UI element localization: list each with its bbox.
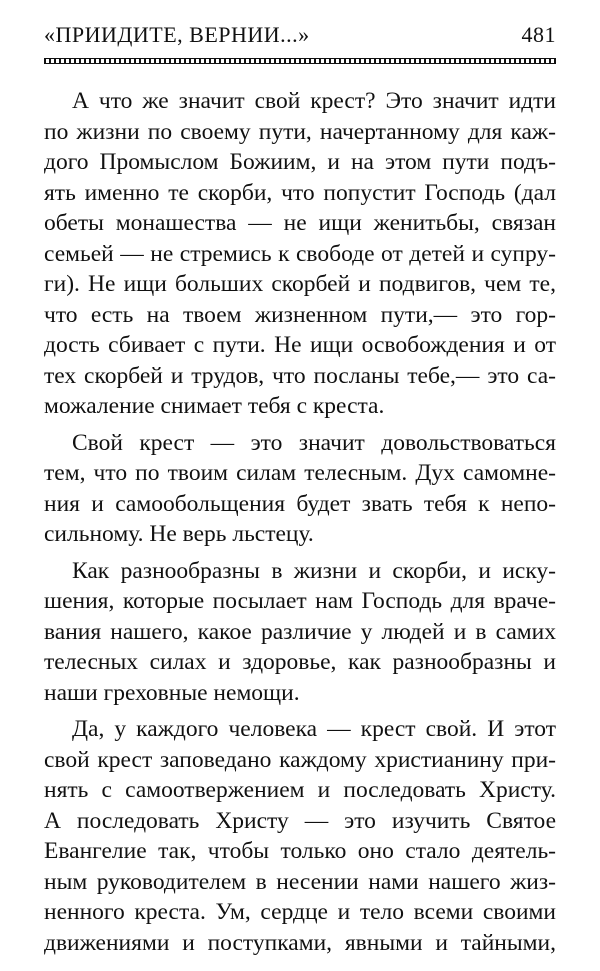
text-line: ным руководителем в несении нами нашего жиз- (44, 868, 556, 895)
text-line: ять именно те скорби, что попустит Господь (дал (44, 179, 556, 206)
paragraph (44, 86, 556, 422)
text-line: шения, которые посылает нам Господь для враче- (44, 588, 556, 614)
text-line: А что же значит свой крест? Это значит идти (72, 88, 556, 114)
text-line: Свой крест — это значит довольствоваться (72, 429, 556, 456)
text-line: дость сбивает с пути. Не ищи освобождения и от (44, 332, 556, 358)
text-line: Как разнообразны в жизни и скорби, и иску- (72, 557, 556, 584)
text-line: тех скорбей и трудов, что посланы тебе,— это са- (44, 362, 556, 389)
text-line: вания нашего, какое различие у людей и в самих (44, 618, 556, 645)
text-line: телесных силах и здоровье, как разнообразны и (44, 649, 556, 675)
text-line: Евангелие так, чтобы только оно стало деятель- (44, 838, 556, 864)
text-line: А последовать Христу — это изучить Святое (44, 807, 556, 834)
text-line: дого Промыслом Божиим, и на этом пути подъ- (44, 149, 556, 175)
header-rule (44, 58, 556, 64)
text-line: обеты монашества — не ищи женитьбы, связан (44, 210, 556, 236)
text-line: тем, что по твоим силам телесным. Дух самомне- (44, 460, 556, 486)
running-title: «ПРИИДИТЕ, ВЕРНИИ...» (44, 22, 310, 47)
text-line: наши греховные немощи. (44, 679, 300, 706)
text-line: что есть на твоем жизненном пути,— это гор- (44, 301, 556, 328)
text-line: свой крест заповедано каждому христианину при- (44, 746, 556, 773)
page-number: 481 (521, 22, 556, 47)
text-line: по жизни по своему пути, начертанному для каж- (44, 118, 556, 145)
paragraph (44, 428, 556, 550)
text-line: можаление снимает тебя с креста. (44, 393, 385, 419)
text-line: нять с самоотвержением и последовать Христу. (44, 777, 556, 803)
text-line: ненного креста. Ум, сердце и тело всеми своими (44, 899, 556, 925)
paragraph (44, 556, 556, 709)
text-line: движениями и поступками, явными и тайными, (44, 929, 556, 956)
text-line: ния и самообольщения будет звать тебя к непо- (44, 490, 556, 517)
paragraph (44, 714, 556, 958)
text-line: сильному. Не верь льстецу. (44, 521, 314, 547)
text-line: Да, у каждого человека — крест свой. И этот (72, 716, 556, 742)
text-line: ги). Не ищи больших скорбей и подвигов, чем те, (44, 271, 556, 297)
running-header (44, 22, 556, 52)
text-line: семьей — не стремись к свободе от детей и супру- (44, 240, 556, 267)
body-text (44, 86, 556, 958)
